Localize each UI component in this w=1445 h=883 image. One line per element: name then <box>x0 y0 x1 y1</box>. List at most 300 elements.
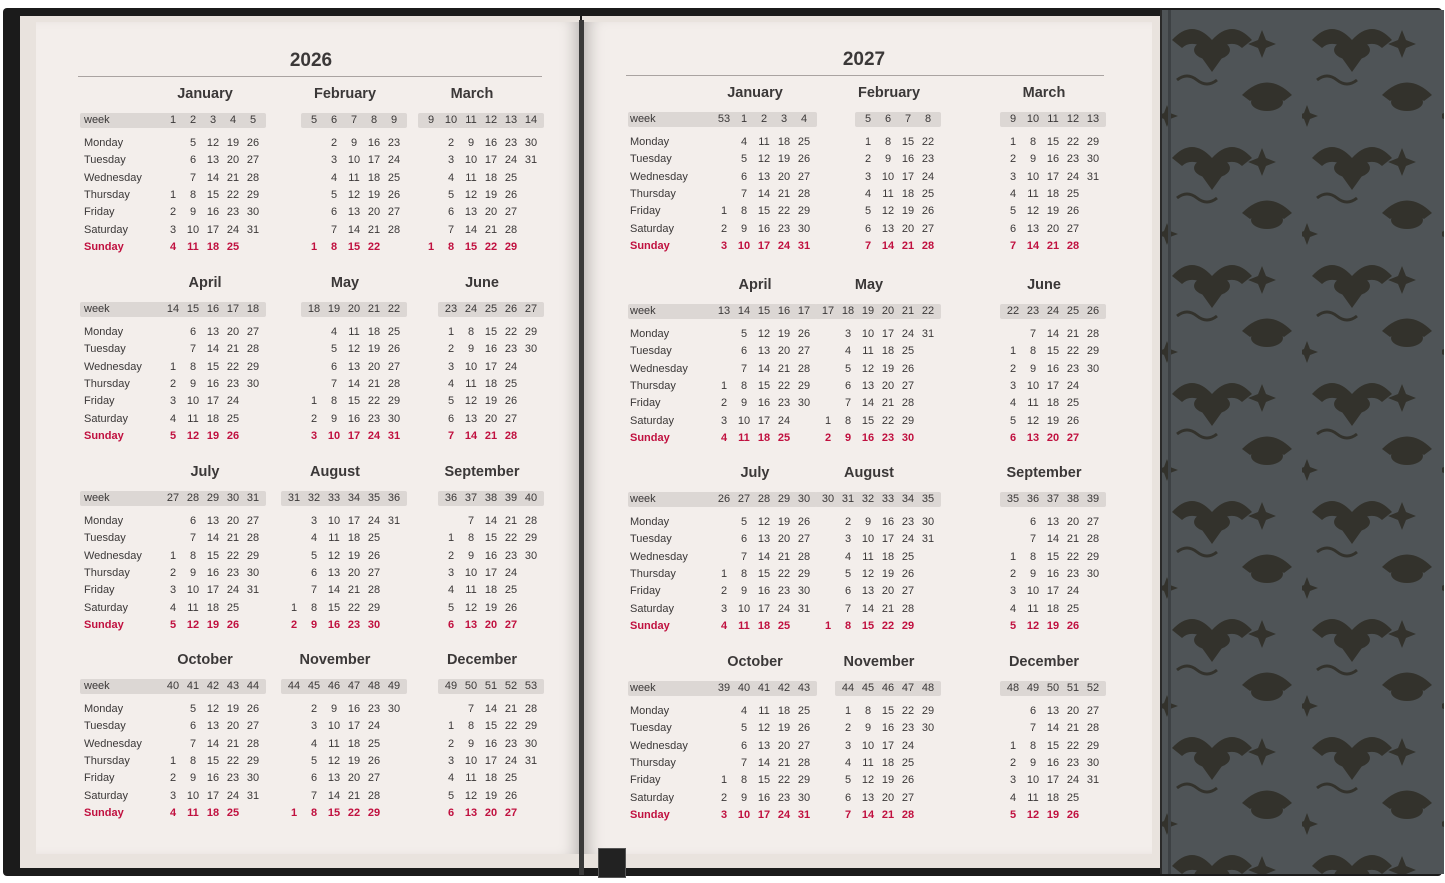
day-cell[interactable]: 18 <box>757 431 771 444</box>
day-cell[interactable]: 12 <box>1026 205 1040 218</box>
day-cell[interactable]: 4 <box>169 806 177 819</box>
day-cell[interactable]: 1 <box>1009 136 1017 148</box>
day-cell[interactable]: 13 <box>327 566 341 579</box>
day-cell[interactable]: 11 <box>348 326 360 338</box>
day-cell[interactable]: 24 <box>1066 170 1080 183</box>
day-cell[interactable]: 30 <box>901 431 915 444</box>
day-cell[interactable]: 29 <box>797 774 811 787</box>
day-cell[interactable]: 7 <box>1029 533 1037 546</box>
day-cell[interactable]: 2 <box>330 137 338 149</box>
day-cell[interactable]: 28 <box>901 602 915 615</box>
day-cell[interactable]: 1 <box>824 619 832 632</box>
day-cell[interactable]: 7 <box>740 756 748 769</box>
day-cell[interactable]: 29 <box>1086 136 1100 148</box>
day-cell[interactable]: 6 <box>740 170 748 183</box>
day-cell[interactable]: 2 <box>1009 362 1017 375</box>
day-cell[interactable]: 19 <box>484 395 498 408</box>
day-cell[interactable]: 22 <box>921 136 935 148</box>
day-cell[interactable]: 2 <box>844 516 852 528</box>
day-cell[interactable]: 7 <box>189 171 197 184</box>
day-cell[interactable]: 25 <box>504 171 518 184</box>
day-cell[interactable]: 11 <box>328 737 340 750</box>
day-cell[interactable]: 19 <box>881 567 895 580</box>
day-cell[interactable]: 4 <box>1009 602 1017 615</box>
day-cell[interactable]: 29 <box>246 360 260 373</box>
day-cell[interactable]: 20 <box>367 360 381 373</box>
day-cell[interactable]: 29 <box>367 806 381 819</box>
day-cell[interactable]: 9 <box>189 566 197 579</box>
day-cell[interactable]: 18 <box>881 756 895 769</box>
day-cell[interactable]: 9 <box>330 703 338 715</box>
day-cell[interactable]: 19 <box>226 703 240 715</box>
day-cell[interactable]: 6 <box>447 618 455 631</box>
day-cell[interactable]: 18 <box>206 240 220 253</box>
day-cell[interactable]: 4 <box>169 601 177 614</box>
day-cell[interactable]: 8 <box>740 567 748 580</box>
day-cell[interactable]: 16 <box>367 137 381 149</box>
day-cell[interactable]: 14 <box>757 550 771 563</box>
day-cell[interactable]: 5 <box>310 754 318 767</box>
day-cell[interactable]: 8 <box>189 754 197 767</box>
day-cell[interactable]: 21 <box>901 239 915 252</box>
day-cell[interactable]: 9 <box>189 377 197 390</box>
day-cell[interactable]: 21 <box>881 602 895 615</box>
day-cell[interactable]: 20 <box>484 618 498 631</box>
day-cell[interactable]: 28 <box>797 550 811 563</box>
day-cell[interactable]: 16 <box>757 397 771 410</box>
day-cell[interactable]: 23 <box>1066 567 1080 580</box>
day-cell[interactable]: 19 <box>367 343 381 356</box>
day-cell[interactable]: 1 <box>169 188 177 201</box>
day-cell[interactable]: 24 <box>777 414 791 427</box>
day-cell[interactable]: 25 <box>226 240 240 253</box>
day-cell[interactable]: 11 <box>187 806 199 819</box>
day-cell[interactable]: 6 <box>844 585 852 598</box>
day-cell[interactable]: 29 <box>246 549 260 562</box>
day-cell[interactable]: 21 <box>367 377 381 390</box>
day-cell[interactable]: 12 <box>757 516 771 528</box>
day-cell[interactable]: 1 <box>824 414 832 427</box>
day-cell[interactable]: 17 <box>1046 585 1060 598</box>
day-cell[interactable]: 17 <box>757 808 771 821</box>
day-cell[interactable]: 14 <box>327 789 341 802</box>
day-cell[interactable]: 15 <box>1046 739 1060 752</box>
day-cell[interactable]: 29 <box>797 205 811 218</box>
day-cell[interactable]: 27 <box>1066 222 1080 235</box>
day-cell[interactable]: 3 <box>310 720 318 733</box>
day-cell[interactable]: 5 <box>740 722 748 735</box>
day-cell[interactable]: 1 <box>447 532 455 545</box>
day-cell[interactable]: 10 <box>347 154 361 167</box>
day-cell[interactable]: 5 <box>169 618 177 631</box>
day-cell[interactable]: 27 <box>504 806 518 819</box>
day-cell[interactable]: 30 <box>524 343 538 356</box>
day-cell[interactable]: 23 <box>226 566 240 579</box>
day-cell[interactable]: 15 <box>327 601 341 614</box>
day-cell[interactable]: 26 <box>367 754 381 767</box>
day-cell[interactable]: 11 <box>1027 187 1039 200</box>
day-cell[interactable]: 28 <box>1066 239 1080 252</box>
day-cell[interactable]: 12 <box>1026 414 1040 427</box>
day-cell[interactable]: 31 <box>797 602 811 615</box>
day-cell[interactable]: 2 <box>169 206 177 219</box>
day-cell[interactable]: 24 <box>504 566 518 579</box>
day-cell[interactable]: 15 <box>881 705 895 717</box>
day-cell[interactable]: 4 <box>844 756 852 769</box>
day-cell[interactable]: 22 <box>347 806 361 819</box>
day-cell[interactable]: 13 <box>1046 516 1060 528</box>
day-cell[interactable]: 11 <box>348 171 360 184</box>
day-cell[interactable]: 3 <box>844 739 852 752</box>
day-cell[interactable]: 28 <box>797 756 811 769</box>
day-cell[interactable]: 19 <box>881 362 895 375</box>
day-cell[interactable]: 23 <box>881 431 895 444</box>
day-cell[interactable]: 1 <box>720 567 728 580</box>
day-cell[interactable]: 1 <box>844 705 852 717</box>
day-cell[interactable]: 21 <box>504 515 518 527</box>
day-cell[interactable]: 7 <box>189 737 197 750</box>
day-cell[interactable]: 17 <box>206 789 220 802</box>
day-cell[interactable]: 1 <box>720 774 728 787</box>
day-cell[interactable]: 28 <box>797 362 811 375</box>
day-cell[interactable]: 4 <box>864 187 872 200</box>
day-cell[interactable]: 21 <box>1046 239 1060 252</box>
day-cell[interactable]: 24 <box>1066 774 1080 787</box>
day-cell[interactable]: 18 <box>347 532 361 545</box>
day-cell[interactable]: 16 <box>206 377 220 390</box>
day-cell[interactable]: 1 <box>447 720 455 733</box>
day-cell[interactable]: 22 <box>347 601 361 614</box>
day-cell[interactable]: 24 <box>901 739 915 752</box>
day-cell[interactable]: 5 <box>1009 619 1017 632</box>
day-cell[interactable]: 17 <box>757 239 771 252</box>
day-cell[interactable]: 27 <box>504 618 518 631</box>
day-cell[interactable]: 29 <box>524 326 538 338</box>
day-cell[interactable]: 30 <box>524 737 538 750</box>
day-cell[interactable]: 8 <box>330 240 338 253</box>
day-cell[interactable]: 28 <box>1086 328 1100 340</box>
day-cell[interactable]: 9 <box>1029 153 1037 166</box>
day-cell[interactable]: 18 <box>1046 602 1060 615</box>
day-cell[interactable]: 3 <box>169 395 177 408</box>
day-cell[interactable]: 7 <box>1009 239 1017 252</box>
day-cell[interactable]: 8 <box>467 720 475 733</box>
day-cell[interactable]: 31 <box>1086 170 1100 183</box>
day-cell[interactable]: 31 <box>246 789 260 802</box>
day-cell[interactable]: 24 <box>367 720 381 733</box>
day-cell[interactable]: 23 <box>367 703 381 715</box>
day-cell[interactable]: 20 <box>777 739 791 752</box>
day-cell[interactable]: 20 <box>901 222 915 235</box>
day-cell[interactable]: 28 <box>246 532 260 545</box>
day-cell[interactable]: 9 <box>189 206 197 219</box>
day-cell[interactable]: 18 <box>881 345 895 358</box>
day-cell[interactable]: 24 <box>226 789 240 802</box>
day-cell[interactable]: 12 <box>464 601 478 614</box>
day-cell[interactable]: 18 <box>206 601 220 614</box>
day-cell[interactable]: 3 <box>1009 774 1017 787</box>
day-cell[interactable]: 12 <box>327 754 341 767</box>
day-cell[interactable]: 25 <box>226 601 240 614</box>
day-cell[interactable]: 19 <box>1046 808 1060 821</box>
day-cell[interactable]: 14 <box>206 171 220 184</box>
day-cell[interactable]: 28 <box>901 808 915 821</box>
day-cell[interactable]: 3 <box>844 328 852 340</box>
day-cell[interactable]: 30 <box>1086 567 1100 580</box>
day-cell[interactable]: 13 <box>757 533 771 546</box>
day-cell[interactable]: 16 <box>206 772 220 785</box>
day-cell[interactable]: 3 <box>310 429 318 442</box>
day-cell[interactable]: 15 <box>206 549 220 562</box>
day-cell[interactable]: 15 <box>757 379 771 392</box>
day-cell[interactable]: 23 <box>777 397 791 410</box>
day-cell[interactable]: 13 <box>206 154 220 167</box>
day-cell[interactable]: 26 <box>1066 619 1080 632</box>
day-cell[interactable]: 5 <box>447 395 455 408</box>
day-cell[interactable]: 20 <box>1066 516 1080 528</box>
day-cell[interactable]: 8 <box>740 774 748 787</box>
day-cell[interactable]: 13 <box>347 206 361 219</box>
day-cell[interactable]: 27 <box>921 222 935 235</box>
day-cell[interactable]: 10 <box>327 720 341 733</box>
day-cell[interactable]: 9 <box>740 222 748 235</box>
day-cell[interactable]: 14 <box>861 808 875 821</box>
day-cell[interactable]: 29 <box>524 720 538 733</box>
day-cell[interactable]: 23 <box>1066 153 1080 166</box>
day-cell[interactable]: 26 <box>901 567 915 580</box>
day-cell[interactable]: 12 <box>464 395 478 408</box>
day-cell[interactable]: 24 <box>777 239 791 252</box>
day-cell[interactable]: 26 <box>387 343 401 356</box>
day-cell[interactable]: 24 <box>901 533 915 546</box>
day-cell[interactable]: 21 <box>347 584 361 597</box>
day-cell[interactable]: 11 <box>738 431 750 444</box>
day-cell[interactable]: 20 <box>484 206 498 219</box>
day-cell[interactable]: 19 <box>347 549 361 562</box>
day-cell[interactable]: 13 <box>206 515 220 527</box>
day-cell[interactable]: 30 <box>524 137 538 149</box>
day-cell[interactable]: 24 <box>1066 585 1080 598</box>
day-cell[interactable]: 5 <box>447 789 455 802</box>
day-cell[interactable]: 24 <box>901 328 915 340</box>
day-cell[interactable]: 13 <box>206 720 220 733</box>
day-cell[interactable]: 23 <box>1066 362 1080 375</box>
day-cell[interactable]: 6 <box>1009 431 1017 444</box>
day-cell[interactable]: 23 <box>504 343 518 356</box>
day-cell[interactable]: 21 <box>504 703 518 715</box>
day-cell[interactable]: 26 <box>797 153 811 166</box>
day-cell[interactable]: 25 <box>387 171 401 184</box>
day-cell[interactable]: 14 <box>1046 533 1060 546</box>
day-cell[interactable]: 28 <box>367 789 381 802</box>
day-cell[interactable]: 3 <box>447 754 455 767</box>
day-cell[interactable]: 16 <box>484 137 498 149</box>
day-cell[interactable]: 12 <box>464 789 478 802</box>
day-cell[interactable]: 26 <box>797 516 811 528</box>
day-cell[interactable]: 10 <box>737 602 751 615</box>
day-cell[interactable]: 6 <box>864 222 872 235</box>
day-cell[interactable]: 28 <box>367 584 381 597</box>
day-cell[interactable]: 19 <box>367 188 381 201</box>
day-cell[interactable]: 7 <box>844 397 852 410</box>
day-cell[interactable]: 17 <box>484 154 498 167</box>
day-cell[interactable]: 8 <box>189 360 197 373</box>
day-cell[interactable]: 11 <box>187 601 199 614</box>
day-cell[interactable]: 8 <box>1029 550 1037 563</box>
day-cell[interactable]: 22 <box>777 774 791 787</box>
day-cell[interactable]: 11 <box>758 705 770 717</box>
day-cell[interactable]: 11 <box>465 377 477 390</box>
day-cell[interactable]: 8 <box>189 188 197 201</box>
day-cell[interactable]: 4 <box>720 619 728 632</box>
day-cell[interactable]: 8 <box>1029 345 1037 358</box>
day-cell[interactable]: 12 <box>347 343 361 356</box>
day-cell[interactable]: 25 <box>797 705 811 717</box>
day-cell[interactable]: 3 <box>720 602 728 615</box>
day-cell[interactable]: 16 <box>757 222 771 235</box>
day-cell[interactable]: 5 <box>330 188 338 201</box>
day-cell[interactable]: 25 <box>921 187 935 200</box>
day-cell[interactable]: 8 <box>189 549 197 562</box>
day-cell[interactable]: 27 <box>504 206 518 219</box>
day-cell[interactable]: 27 <box>1066 431 1080 444</box>
day-cell[interactable]: 2 <box>447 343 455 356</box>
day-cell[interactable]: 11 <box>465 171 477 184</box>
day-cell[interactable]: 30 <box>387 703 401 715</box>
day-cell[interactable]: 31 <box>387 515 401 527</box>
day-cell[interactable]: 26 <box>367 549 381 562</box>
day-cell[interactable]: 19 <box>1046 205 1060 218</box>
day-cell[interactable]: 18 <box>484 377 498 390</box>
day-cell[interactable]: 19 <box>484 789 498 802</box>
day-cell[interactable]: 18 <box>484 772 498 785</box>
day-cell[interactable]: 16 <box>347 412 361 425</box>
day-cell[interactable]: 14 <box>206 343 220 356</box>
day-cell[interactable]: 10 <box>327 429 341 442</box>
day-cell[interactable]: 26 <box>797 722 811 735</box>
day-cell[interactable]: 7 <box>1029 328 1037 340</box>
day-cell[interactable]: 4 <box>1009 397 1017 410</box>
day-cell[interactable]: 5 <box>844 362 852 375</box>
day-cell[interactable]: 2 <box>824 431 832 444</box>
day-cell[interactable]: 26 <box>901 774 915 787</box>
day-cell[interactable]: 8 <box>740 379 748 392</box>
day-cell[interactable]: 25 <box>797 136 811 148</box>
day-cell[interactable]: 23 <box>504 737 518 750</box>
day-cell[interactable]: 13 <box>861 379 875 392</box>
day-cell[interactable]: 28 <box>504 223 518 236</box>
day-cell[interactable]: 4 <box>310 532 318 545</box>
day-cell[interactable]: 24 <box>367 515 381 527</box>
day-cell[interactable]: 30 <box>387 412 401 425</box>
day-cell[interactable]: 21 <box>367 223 381 236</box>
day-cell[interactable]: 23 <box>1066 756 1080 769</box>
day-cell[interactable]: 15 <box>901 136 915 148</box>
day-cell[interactable]: 19 <box>206 429 220 442</box>
day-cell[interactable]: 14 <box>484 703 498 715</box>
bookmark-ribbon-icon[interactable] <box>598 848 626 878</box>
day-cell[interactable]: 27 <box>246 720 260 733</box>
day-cell[interactable]: 20 <box>881 585 895 598</box>
day-cell[interactable]: 1 <box>864 136 872 148</box>
day-cell[interactable]: 13 <box>861 791 875 804</box>
day-cell[interactable]: 22 <box>367 395 381 408</box>
day-cell[interactable]: 14 <box>464 223 478 236</box>
day-cell[interactable]: 22 <box>226 188 240 201</box>
day-cell[interactable]: 4 <box>447 377 455 390</box>
day-cell[interactable]: 4 <box>1009 187 1017 200</box>
day-cell[interactable]: 21 <box>226 343 240 356</box>
day-cell[interactable]: 17 <box>1046 774 1060 787</box>
day-cell[interactable]: 12 <box>757 153 771 166</box>
day-cell[interactable]: 4 <box>447 772 455 785</box>
day-cell[interactable]: 9 <box>1029 567 1037 580</box>
day-cell[interactable]: 29 <box>387 395 401 408</box>
day-cell[interactable]: 23 <box>226 377 240 390</box>
day-cell[interactable]: 25 <box>777 619 791 632</box>
day-cell[interactable]: 4 <box>447 584 455 597</box>
day-cell[interactable]: 29 <box>524 532 538 545</box>
day-cell[interactable]: 31 <box>921 533 935 546</box>
day-cell[interactable]: 26 <box>226 618 240 631</box>
day-cell[interactable]: 3 <box>1009 585 1017 598</box>
day-cell[interactable]: 17 <box>484 754 498 767</box>
day-cell[interactable]: 1 <box>310 240 318 253</box>
day-cell[interactable]: 19 <box>881 774 895 787</box>
day-cell[interactable]: 14 <box>757 187 771 200</box>
day-cell[interactable]: 30 <box>524 549 538 562</box>
day-cell[interactable]: 13 <box>464 618 478 631</box>
day-cell[interactable]: 15 <box>347 240 361 253</box>
day-cell[interactable]: 15 <box>327 806 341 819</box>
day-cell[interactable]: 16 <box>206 206 220 219</box>
day-cell[interactable]: 20 <box>1066 705 1080 717</box>
day-cell[interactable]: 23 <box>777 791 791 804</box>
day-cell[interactable]: 16 <box>1046 756 1060 769</box>
day-cell[interactable]: 1 <box>1009 345 1017 358</box>
day-cell[interactable]: 1 <box>169 754 177 767</box>
day-cell[interactable]: 11 <box>187 412 199 425</box>
day-cell[interactable]: 11 <box>758 136 770 148</box>
day-cell[interactable]: 4 <box>720 431 728 444</box>
day-cell[interactable]: 28 <box>1086 533 1100 546</box>
day-cell[interactable]: 14 <box>757 362 771 375</box>
day-cell[interactable]: 2 <box>310 412 318 425</box>
day-cell[interactable]: 27 <box>797 170 811 183</box>
day-cell[interactable]: 30 <box>1086 362 1100 375</box>
day-cell[interactable]: 29 <box>797 379 811 392</box>
day-cell[interactable]: 19 <box>777 722 791 735</box>
day-cell[interactable]: 1 <box>427 240 435 253</box>
day-cell[interactable]: 11 <box>187 240 199 253</box>
day-cell[interactable]: 15 <box>861 414 875 427</box>
day-cell[interactable]: 28 <box>921 239 935 252</box>
day-cell[interactable]: 30 <box>921 722 935 735</box>
day-cell[interactable]: 20 <box>484 412 498 425</box>
day-cell[interactable]: 12 <box>757 328 771 340</box>
day-cell[interactable]: 16 <box>881 722 895 735</box>
day-cell[interactable]: 15 <box>757 205 771 218</box>
day-cell[interactable]: 27 <box>367 772 381 785</box>
day-cell[interactable]: 7 <box>310 789 318 802</box>
day-cell[interactable]: 10 <box>186 223 200 236</box>
day-cell[interactable]: 2 <box>720 222 728 235</box>
day-cell[interactable]: 23 <box>901 516 915 528</box>
day-cell[interactable]: 5 <box>844 774 852 787</box>
day-cell[interactable]: 1 <box>720 205 728 218</box>
day-cell[interactable]: 7 <box>740 187 748 200</box>
day-cell[interactable]: 10 <box>1026 585 1040 598</box>
